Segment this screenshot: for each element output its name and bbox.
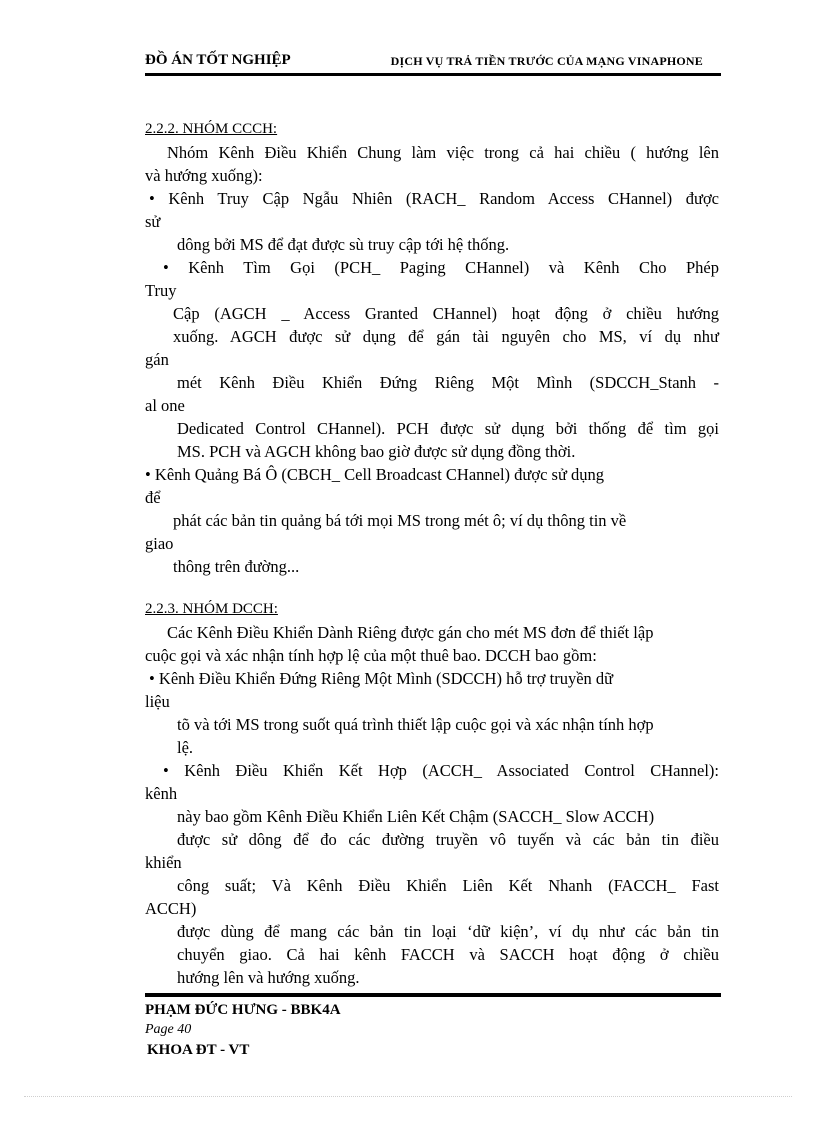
line-continuation: MS. PCH và AGCH không bao giờ được sử dụng đồng thời. — [177, 442, 576, 461]
footer-rule — [145, 993, 721, 997]
department: KHOA ĐT - VT — [147, 1042, 250, 1058]
page-number: Page 40 — [145, 1022, 192, 1037]
line-wrap: khiển — [145, 853, 182, 872]
line-continuation: xuống. AGCH được sử dụng để gán tài nguyên cho MS, ví dụ như — [173, 327, 719, 346]
bullet-item-sdcch: • Kênh Điều Khiển Đứng Riêng Một Mình (SDCCH) hỗ trợ truyền dữ — [149, 669, 614, 688]
line-continuation: phát các bản tin quảng bá tới mọi MS trong mét ô; ví dụ thông tin về — [173, 511, 627, 530]
bullet-item-rach: • Kênh Truy Cập Ngẫu Nhiên (RACH_ Random Access CHannel) được — [149, 189, 719, 208]
line-continuation: chuyển giao. Cả hai kênh FACCH và SACCH hoạt động ở chiều — [177, 945, 719, 964]
line-continuation: thông trên đường... — [173, 557, 300, 576]
paragraph: Các Kênh Điều Khiển Dành Riêng được gán cho mét MS đơn để thiết lập — [167, 623, 654, 642]
line-wrap: liệu — [145, 692, 170, 711]
thesis-label: ĐỒ ÁN TỐT NGHIỆP — [145, 52, 291, 68]
author-name: PHẠM ĐỨC HƯNG - BBK4A — [145, 1002, 341, 1018]
bullet-item-cbch: • Kênh Quảng Bá Ô (CBCH_ Cell Broadcast CHannel) được sử dụng — [145, 465, 605, 484]
line-wrap: ACCH) — [145, 899, 197, 918]
line-wrap: kênh — [145, 784, 178, 803]
line-continuation: tõ và tới MS trong suốt quá trình thiết lập cuộc gọi và xác nhận tính hợp — [177, 715, 654, 734]
line-continuation: Cập (AGCH _ Access Granted CHannel) hoạt động ở chiều hướng — [173, 304, 719, 323]
line-wrap: để — [145, 488, 161, 507]
bullet-item-pch: • Kênh Tìm Gọi (PCH_ Paging CHannel) và Kênh Cho Phép — [163, 258, 719, 277]
line-wrap: giao — [145, 534, 174, 553]
line-continuation: được sử dông để đo các đường truyền vô tuyến và các bản tin điều — [177, 830, 719, 849]
paragraph: và hướng xuống): — [145, 166, 263, 185]
line-continuation: này bao gồm Kênh Điều Khiển Liên Kết Chậm (SACCH_ Slow ACCH) — [177, 807, 655, 826]
section-heading-ccch: 2.2.2. NHÓM CCCH: — [145, 121, 278, 137]
page-header — [145, 52, 721, 74]
line-continuation: Dedicated Control CHannel). PCH được sử dụng bởi thống để tìm gọi — [177, 419, 719, 438]
page-body — [145, 118, 719, 989]
paragraph: cuộc gọi và xác nhận tính hợp lệ của một thuê bao. DCCH bao gồm: — [145, 646, 597, 665]
paragraph: Nhóm Kênh Điều Khiển Chung làm việc trong cả hai chiều ( hướng lên — [167, 143, 719, 162]
spacer — [145, 578, 719, 598]
line-continuation: công suất; Và Kênh Điều Khiển Liên Kết Nhanh (FACCH_ Fast — [177, 876, 719, 895]
line-wrap: gán — [145, 350, 169, 369]
bullet-item-acch: • Kênh Điều Khiển Kết Hợp (ACCH_ Associated Control CHannel): — [163, 761, 719, 780]
line-continuation: mét Kênh Điều Khiển Đứng Riêng Một Mình (SDCCH_Stanh - — [177, 373, 719, 392]
line-continuation: được dùng để mang các bản tin loại ‘dữ kiện’, ví dụ như các bản tin — [177, 922, 719, 941]
line-wrap: Truy — [145, 281, 177, 300]
document-title: DỊCH VỤ TRẢ TIỀN TRƯỚC CỦA MẠNG VINAPHONE — [390, 54, 703, 68]
page-footer — [145, 1000, 721, 1060]
line-continuation: lệ. — [177, 738, 194, 757]
line-wrap: sử — [145, 212, 161, 231]
header-rule — [145, 73, 721, 76]
page-edge-divider — [24, 1096, 792, 1097]
line-wrap: al one — [145, 396, 185, 415]
line-continuation: dông bởi MS để đạt được sù truy cập tới hệ thống. — [177, 235, 510, 254]
section-heading-dcch: 2.2.3. NHÓM DCCH: — [145, 601, 278, 617]
line-continuation: hướng lên và hướng xuống. — [177, 968, 360, 987]
